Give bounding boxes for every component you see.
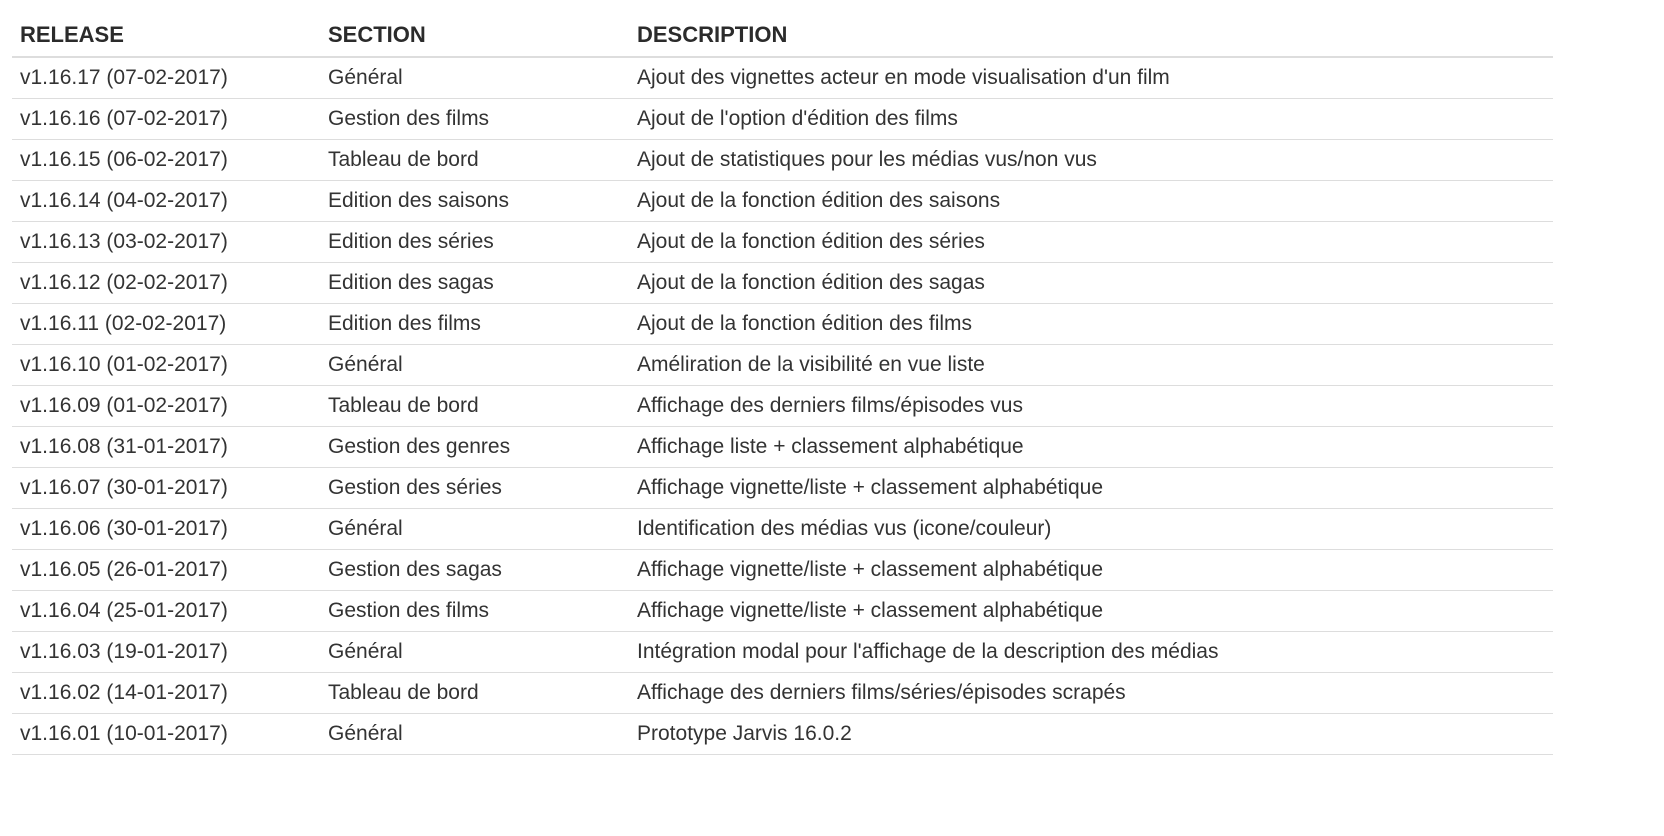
changelog-container xyxy=(12,14,1553,755)
cell-description: Ajout de l'option d'édition des films xyxy=(629,99,1553,140)
cell-description: Ajout de la fonction édition des séries xyxy=(629,222,1553,263)
cell-section: Gestion des sagas xyxy=(320,550,629,591)
cell-section: Tableau de bord xyxy=(320,386,629,427)
cell-release: v1.16.09 (01-02-2017) xyxy=(12,386,320,427)
table-row xyxy=(12,345,1553,386)
cell-description: Identification des médias vus (icone/couleur) xyxy=(629,509,1553,550)
cell-release: v1.16.02 (14-01-2017) xyxy=(12,673,320,714)
cell-release: v1.16.04 (25-01-2017) xyxy=(12,591,320,632)
table-row xyxy=(12,57,1553,99)
cell-description: Ajout de la fonction édition des films xyxy=(629,304,1553,345)
cell-release: v1.16.01 (10-01-2017) xyxy=(12,714,320,755)
cell-release: v1.16.06 (30-01-2017) xyxy=(12,509,320,550)
table-row xyxy=(12,591,1553,632)
table-row xyxy=(12,714,1553,755)
cell-release: v1.16.08 (31-01-2017) xyxy=(12,427,320,468)
cell-release: v1.16.03 (19-01-2017) xyxy=(12,632,320,673)
table-header xyxy=(12,14,1553,57)
cell-section: Général xyxy=(320,714,629,755)
cell-section: Edition des saisons xyxy=(320,181,629,222)
cell-section: Edition des sagas xyxy=(320,263,629,304)
cell-description: Ajout des vignettes acteur en mode visualisation d'un film xyxy=(629,57,1553,99)
cell-description: Affichage vignette/liste + classement alphabétique xyxy=(629,591,1553,632)
cell-section: Tableau de bord xyxy=(320,673,629,714)
cell-description: Améliration de la visibilité en vue liste xyxy=(629,345,1553,386)
table-row xyxy=(12,509,1553,550)
cell-release: v1.16.05 (26-01-2017) xyxy=(12,550,320,591)
cell-release: v1.16.10 (01-02-2017) xyxy=(12,345,320,386)
cell-section: Gestion des séries xyxy=(320,468,629,509)
cell-section: Gestion des films xyxy=(320,99,629,140)
cell-section: Edition des séries xyxy=(320,222,629,263)
table-row xyxy=(12,140,1553,181)
table-row xyxy=(12,99,1553,140)
table-body xyxy=(12,57,1553,755)
cell-section: Général xyxy=(320,345,629,386)
cell-description: Affichage vignette/liste + classement alphabétique xyxy=(629,550,1553,591)
cell-description: Affichage des derniers films/épisodes vus xyxy=(629,386,1553,427)
changelog-table xyxy=(12,14,1553,755)
cell-section: Gestion des films xyxy=(320,591,629,632)
cell-description: Ajout de la fonction édition des sagas xyxy=(629,263,1553,304)
cell-release: v1.16.17 (07-02-2017) xyxy=(12,57,320,99)
cell-description: Prototype Jarvis 16.0.2 xyxy=(629,714,1553,755)
cell-release: v1.16.11 (02-02-2017) xyxy=(12,304,320,345)
cell-description: Intégration modal pour l'affichage de la description des médias xyxy=(629,632,1553,673)
cell-release: v1.16.12 (02-02-2017) xyxy=(12,263,320,304)
table-row xyxy=(12,550,1553,591)
cell-section: Gestion des genres xyxy=(320,427,629,468)
cell-section: Edition des films xyxy=(320,304,629,345)
table-row xyxy=(12,181,1553,222)
table-row xyxy=(12,386,1553,427)
cell-release: v1.16.13 (03-02-2017) xyxy=(12,222,320,263)
cell-description: Ajout de la fonction édition des saisons xyxy=(629,181,1553,222)
cell-description: Affichage liste + classement alphabétique xyxy=(629,427,1553,468)
cell-release: v1.16.15 (06-02-2017) xyxy=(12,140,320,181)
cell-description: Affichage vignette/liste + classement alphabétique xyxy=(629,468,1553,509)
header-release: RELEASE xyxy=(12,14,320,57)
cell-section: Général xyxy=(320,632,629,673)
cell-description: Ajout de statistiques pour les médias vus/non vus xyxy=(629,140,1553,181)
header-row xyxy=(12,14,1553,57)
table-row xyxy=(12,263,1553,304)
table-row xyxy=(12,427,1553,468)
cell-section: Général xyxy=(320,57,629,99)
cell-description: Affichage des derniers films/séries/épisodes scrapés xyxy=(629,673,1553,714)
cell-release: v1.16.16 (07-02-2017) xyxy=(12,99,320,140)
cell-section: Général xyxy=(320,509,629,550)
table-row xyxy=(12,632,1553,673)
table-row xyxy=(12,222,1553,263)
table-row xyxy=(12,673,1553,714)
table-row xyxy=(12,304,1553,345)
table-row xyxy=(12,468,1553,509)
cell-release: v1.16.07 (30-01-2017) xyxy=(12,468,320,509)
cell-section: Tableau de bord xyxy=(320,140,629,181)
cell-release: v1.16.14 (04-02-2017) xyxy=(12,181,320,222)
header-description: DESCRIPTION xyxy=(629,14,1553,57)
header-section: SECTION xyxy=(320,14,629,57)
